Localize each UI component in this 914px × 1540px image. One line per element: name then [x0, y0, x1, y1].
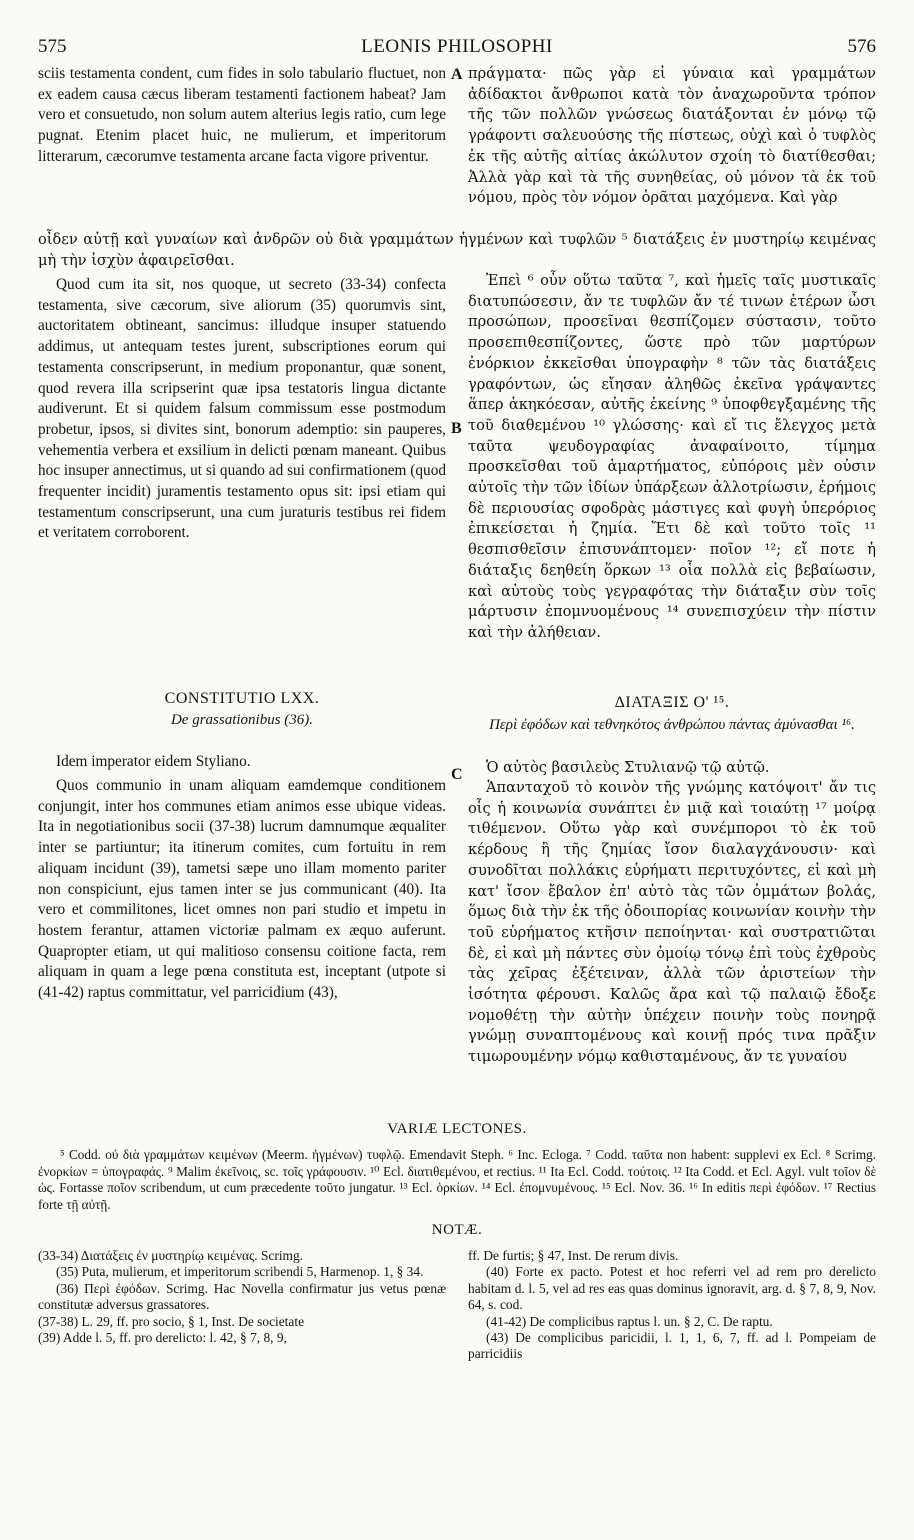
- note-item: (39) Adde l. 5, ff. pro derelicto: l. 42, § 7, 8, 9,: [38, 1330, 287, 1346]
- note-item: (35) Puta, mulierum, et imperitorum scribendi 5, Harmenop. 1, § 34.: [56, 1264, 424, 1280]
- margin-marker-b: B: [451, 420, 462, 437]
- margin-marker-a: A: [451, 66, 463, 83]
- notes-left-column: [38, 1248, 446, 1346]
- constitution-title-latin: CONSTITUTIO LXX.: [164, 690, 320, 707]
- note-item: (33-34) Διατάξεις ἐν μυστηρίῳ κειμένας. Scrimg.: [38, 1248, 303, 1263]
- greek-column-top: [468, 64, 876, 209]
- note-item: ff. De furtis; § 47, Inst. De rerum divis.: [468, 1248, 679, 1263]
- address-text: Idem imperator eidem Styliano.: [56, 753, 251, 770]
- greek-paragraph: Ἐπεὶ ⁶ οὖν οὕτω ταῦτα ⁷, καὶ ἡμεῖς ταῖς μυστικαῖς διατυπώσεσιν, ἄν τε τυφλῶν ἄν τέ τινων ἑτέρων ὦσι προσώπων, προσεῖναι θεσπίζομεν σύστασιν, τοῦτο προσεπιθεσπίζοντες, ὥστε πρὸ τῶν μαρτύρων ἐνόρκιον ἐκκεῖσθαι ὑπογραφὴν ⁸ τῶν τὰς διατάξεις γραφόντων, ὡς εἴησαν ἀληθῶς ἐκεῖνα γράψαντες ἅπερ ἀκηκόεσαν, αὐτῆς ἐκείνης ⁹ ὑποφθεγξαμένης τῆς τοῦ διαθεμένου ¹⁰ γλώσσης· καὶ εἴ τις ἔλεγχος μετὰ ταῦτα ψευδογραφίας ἀναφαίνοιτο, τίμημα προσκεῖσθαι τοῦ ἁμαρτήματος, εὐπόροις μὲν οὐσιν αὐτοῖς τὴν τῶν ἰδίων ὑπάρξεων ἀλλοτρίωσιν, ἐρήμοις δὲ περιουσίας σφοδρὰς μάστιγες καὶ φυγὴ ὑπερόριος ἐπικείσεται ἡ ζημία. Ἔτι δὲ καὶ τοῦτο τοῖς ¹¹ θεσπισθεῖσιν ἐπισυνάπτομεν· ποῖον ¹²; εἴ ποτε ἡ διάταξις δεηθείη ὅρκων ¹³ οἷα πολλὰ εἰς βεβαίωσιν, καὶ αὐτοὺς τοὺς γεγραφότας τὴν διάταξιν σὺν τοῖς μάρτυσιν ἐπομνυομένους ¹⁴ συνεπισχύειν τὴν πίστιν καὶ τὴν ἀλήθειαν.: [468, 272, 876, 641]
- latin-column-mid: [38, 275, 446, 544]
- greek-paragraph: πράγματα· πῶς γὰρ εἰ γύναια καὶ γραμμάτων ἀδίδακτοι ἄνθρωποι κατὰ τὸν ἀναχωροῦντα τρόπον τῆς τῶν πολλῶν γνώσεως διατάξονται ἐν μόνῳ τῷ γράφοντι σαλευούσης τῆς πίστεως, οὐχὶ καὶ ὁ τυφλὸς ἐκ τῆς αὐτῆς αἰτίας ἀκώλυτον σχοίη τὸ διατίθεσθαι; Ἀλλὰ γὰρ καὶ τὰ τῆς συνηθείας, οὐ μόνον τὰ ἐκ τοῦ νόμου, πρὸς τὸν νόμον ὁρᾶται μαχόμενα. Καὶ γὰρ: [468, 65, 876, 207]
- address-latin: [38, 752, 446, 773]
- greek-column-mid: [468, 271, 876, 644]
- margin-marker-c: C: [451, 766, 463, 783]
- left-page-number: 575: [38, 36, 67, 57]
- latin-paragraph: Quos communio in unam aliquam eamdemque conditionem conjungit, inter hos communes etiam animos esse ubique videas. Ita in negotiationibus socii (37-38) lucrum damnumque æqualiter inter se partiuntur; ita itinerum comites, cum fortuitu in rem aliquam incidunt (39), tametsi sæpe uno illam momento pariter non conspiciunt, ejus tamen inter se jus communicant (40). Ita vero et commilitones, licet omnes non pari studio et impetu in hostem ferantur, attamen victoriæ palmam ex æquo auferunt. Quapropter etiam, ut qui malitioso consensu coitione facta, rem aliquam in quam a lege pœna constituta est, inceptant (utpote si (41-42) raptus committatur, vel parricidium (43),: [38, 777, 446, 1002]
- greek-column-bottom: [468, 778, 876, 1068]
- greek-fullwidth-line: [38, 230, 876, 271]
- note-item: (36) Περὶ ἐφόδων. Scrimg. Hac Novella confirmatur jus vetus pœnæ constitutæ adversus grassatores.: [38, 1280, 446, 1313]
- running-title: LEONIS PHILOSOPHI: [361, 36, 553, 57]
- variae-lectiones: [38, 1147, 876, 1213]
- greek-paragraph: οἶδεν αὐτῇ καὶ γυναίων καὶ ἀνδρῶν οὐ διὰ γραμμάτων ἡγμένων καὶ τυφλῶν ⁵ διατάξεις ἐν μυστηρίῳ κειμένας μὴ τὴν ἰσχὺν ἀφαιρεῖσθαι.: [38, 231, 876, 269]
- address-text: Ὁ αὐτὸς βασιλεὺς Στυλιανῷ τῷ αὐτῷ.: [486, 759, 770, 776]
- latin-column-bottom: [38, 776, 446, 1004]
- constitution-title-greek: ΔΙΑΤΑΞΙΣ Ο' ¹⁵.: [614, 694, 730, 711]
- latin-column-top: [38, 64, 446, 168]
- constitution-subtitle-latin: De grassationibus (36).: [170, 712, 314, 728]
- constitution-subtitle-greek: Περὶ ἐφόδων καὶ τεθνηκότος ἀνθρώπου πάντας ἀμύνασθαι ¹⁶.: [489, 717, 855, 733]
- notes-right-column: [468, 1248, 876, 1363]
- greek-paragraph: Ἁπανταχοῦ τὸ κοινὸν τῆς γνώμης κατόψοιτ' ἄν τις οἷς ἡ κοινωνία συνάπτει ἐν μιᾷ καὶ τοιαύτῃ ¹⁷ μοίρᾳ τιθέμενον. Οὕτω γὰρ καὶ συνέμποροι τὸ ἐκ τοῦ κέρδους ἢ τῆς ζημίας ἴσον διαλαγχάνουσιν· καὶ συνοδῖται πολλάκις εὑρήματι περιτυχόντες, εἰ καὶ μὴ κατ' ἴσον ἔβαλον ἐπ' αὐτὸ τὰς τῶν ὀμμάτων βολάς, ὅμως διὰ τὴν ἐκ τῆς ὁδοιπορίας κοινωνίαν κοινὴν τὴν τοῦ εὑρήματος κτῆσιν πεποίηνται· καὶ συστρατιῶται δὲ, εἰ καὶ μὴ πάντες σὺν ὁμοίῳ τόνῳ ἐπὶ τοὺς ἐχθροὺς τὰς χεῖρας ἐξέτειναν, ἀλλὰ τῶν ἀριστείων τὴν ἰσότητα φέρουσι. Καλῶς ἄρα καὶ τῷ παλαιῷ ἔδοξε νομοθέτῃ τὴν αὐτὴν ὑπέχειν ποινὴν τοὺς πονηρᾷ γνώμῃ συναπτομένους καὶ κοινῇ πρός τινα πρᾶξιν τιμωρουμένην νόμῳ καθισταμένους, ἄν τε γυναίου: [468, 779, 876, 1066]
- notae-heading: NOTÆ.: [431, 1222, 483, 1238]
- address-greek: [468, 758, 876, 779]
- note-item: (40) Forte ex pacto. Potest et hoc referri vel ad rem pro derelicto habitam d. l. 5, vel ad res eas quas dominus ignoravit, arg. d. § 7, 8, 9, Nov. 64, s. cod.: [468, 1264, 876, 1313]
- variae-lectiones-heading: VARIÆ LECTONES.: [387, 1121, 527, 1137]
- right-page-number: 576: [847, 36, 876, 57]
- note-item: (37-38) L. 29, ff. pro socio, § 1, Inst. De societate: [38, 1313, 305, 1329]
- variae-text: ⁵ Codd. οὐ διὰ γραμμάτων κειμένων (Meerm. ἡγμένων) τυφλῷ. Emendavit Steph. ⁶ Inc. Ecloga. ⁷ Codd. ταῦτα non habent: supplevi ex Ecl. ⁸ Scrimg. ἐνορκίων = ὑπογραφάς. ⁹ Malim ἐκεῖνοις, sc. τοῖς γράφουσιν. ¹⁰ Ecl. διατιθεμένου, et rectius. ¹¹ Ita Ecl. Codd. τούτοις. ¹² Ita Codd. et Ecl. Agyl. vult τοῖον δὲ ὡς. Fortasse ποῖον scribendum, ut cum præcedente τοῦτο jungatur. ¹³ Ecl. ὁρκίων. ¹⁴ Ecl. ἐπομνυμένους. ¹⁵ Ecl. Nov. 36. ¹⁶ In editis περὶ ἐφόδων. ¹⁷ Rectius forte τῇ αὐτῇ.: [38, 1147, 876, 1212]
- note-item: (43) De complicibus paricidii, l. 1, 1, 6, 7, ff. ad l. Pompeiam de parricidiis: [468, 1330, 876, 1362]
- note-item: (41-42) De complicibus raptus l. un. § 2, C. De raptu.: [486, 1313, 773, 1329]
- running-header: [38, 36, 876, 60]
- latin-paragraph: Quod cum ita sit, nos quoque, ut secreto (33-34) confecta testamenta, sive cæcorum, sive aliorum (35) quorumvis sint, auctoritatem obtineant, sancimus: illudque insuper statuendo addimus, ut antequam testes jurent, subscriptiones eorum qui testamenta conscripserunt, in medium proponantur, quæ sonent, quod revera illa scripserint quæ ipsa testatoris lingua dictante audiverunt. Et si quidem falsum commissum esse postmodum probetur, ipsos, si divites sint, bonorum ademptio: sin pauperes, vehementia verbera et exsilium in delicti pœnam maneant. Quibus hoc insuper annectimus, ut si quando ad sui confirmationem (quod frequenter incidit) juramentis testamento opus sit: ipsi etiam qui testamentum conscripserunt, una cum juraturis testibus rei fidem et veritatem corroborent.: [38, 276, 446, 542]
- latin-paragraph: sciis testamenta condent, cum fides in solo tabulario fluctuet, non ex eadem causa cæcus liberam testamenti factionem habeat? Jam vero et consuetudo, non solum autem alterius legis ratio, cum lege pugnat. Etenim placet huic, ne mulierum, et imperitorum litterarum, cæcorumve testamenta arcane facta vigore priventur.: [38, 65, 446, 165]
